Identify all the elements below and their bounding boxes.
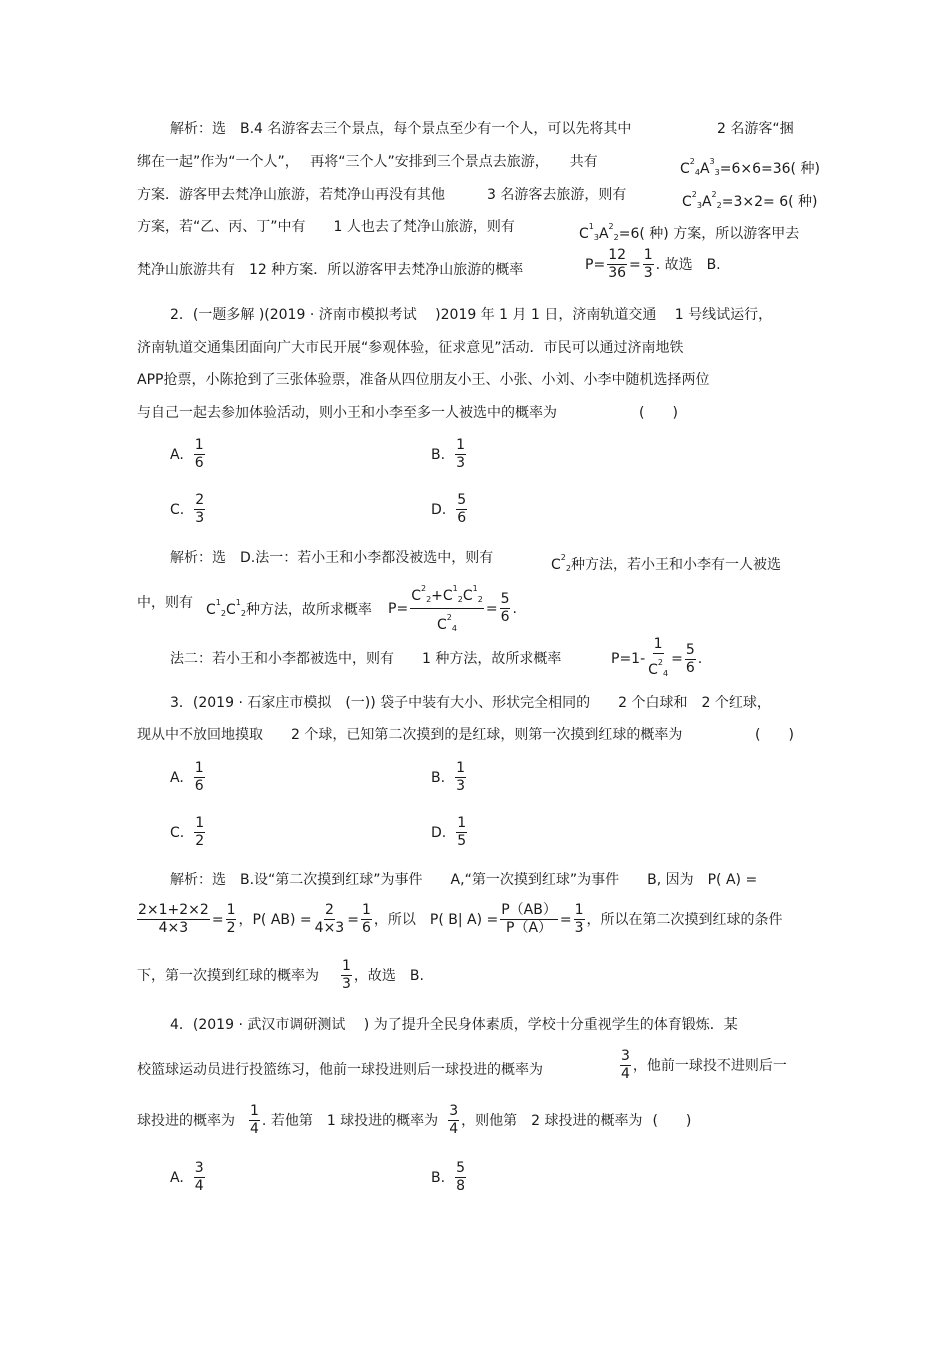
fraction (620, 1048, 631, 1083)
numerator: 5 (685, 641, 695, 658)
fraction (607, 247, 627, 282)
solution-2-line-3 (170, 649, 561, 669)
question-2-line-3 (137, 370, 709, 390)
question-4-line-2 (137, 1060, 543, 1080)
option-label: B. (431, 446, 446, 463)
answer-paren (639, 403, 678, 423)
denominator: P（A） (506, 920, 553, 936)
text: ，则他第 2 球投进的概率为 (461, 1112, 643, 1129)
text: 现从中不放回地摸取 2 个球，已知第二次摸到的是红球，则第一次摸到红球的概率为 (137, 727, 683, 743)
solution-1-line-5 (137, 260, 523, 280)
text: ，故选 B. (353, 967, 424, 984)
denominator: C (648, 662, 658, 678)
numerator: 1 (226, 902, 236, 918)
text: ，所以在第二次摸到红球的条件 (586, 911, 783, 928)
question-3-line-1 (170, 693, 771, 713)
solution-1-line-1 (170, 119, 631, 139)
option-b[interactable] (431, 437, 468, 472)
text: . 故选 B. (655, 256, 721, 273)
fraction (448, 1103, 459, 1138)
denominator: 3 (342, 976, 351, 992)
text: ，他前一球投不进则后一 (632, 1057, 787, 1074)
fraction (194, 437, 205, 472)
equals: = (485, 600, 498, 617)
text: 球投进的概率为 (137, 1112, 235, 1129)
solution-1-line-4-formula: $C^1_3A^2_2=6$( 种) 方案，所以游客甲去 (579, 222, 800, 242)
question-2-line-2 (137, 338, 684, 358)
numerator: 1 (194, 760, 204, 776)
option-d[interactable] (431, 815, 469, 850)
fraction (455, 437, 466, 472)
numerator: 1 (653, 636, 663, 652)
solution-1-line-3 (137, 185, 626, 205)
text: 解析：选 D.法一：若小王和小李都没被选中，则有 (170, 550, 494, 566)
numerator: 5 (457, 492, 467, 508)
fraction (643, 247, 654, 282)
denominator: 4 (449, 1121, 459, 1137)
question-4-line-1 (170, 1015, 738, 1035)
text: =6( 种) 方案，所以游客甲去 (618, 226, 800, 242)
fraction (500, 591, 511, 626)
denominator: 3 (456, 455, 465, 471)
text: ，P( AB) = (238, 911, 312, 928)
fraction (249, 1103, 260, 1138)
answer-paren (755, 725, 794, 745)
numerator: 1 (194, 437, 204, 453)
fraction (455, 1160, 466, 1195)
text: ，所以 P( B| A) = (373, 911, 499, 928)
solution-2-method-2-probability: P=1- $\frac{1}{C^2_4}$ = $\frac{5}{6}$ . (611, 636, 702, 682)
numerator: 1 (456, 760, 465, 776)
text: 中，则有 (137, 595, 193, 611)
answer-paren: ( ) (652, 1112, 692, 1129)
text: APP抢票，小陈抢到了三张体验票，准备从四位朋友小王、小张、小刘、小李中随机选择两位 (137, 372, 710, 388)
option-a[interactable] (170, 437, 207, 472)
text: 解析：选 B.设“第二次摸到红球”为事件 A,“第一次摸到红球”为事件 B, 因为 P( A) = (170, 872, 758, 888)
equals: = (671, 651, 683, 667)
fraction (361, 902, 372, 937)
text: 3．(2019 · 石家庄市模拟 (一)) 袋子中装有大小、形状完全相同的 2 个白球和 2 个红球， (170, 695, 771, 711)
text: 梵净山旅游共有 12 种方案．所以游客甲去梵净山旅游的概率 (137, 262, 524, 278)
text: . 若他第 1 球投进的概率为 (261, 1112, 439, 1129)
option-b[interactable] (431, 760, 468, 795)
text: 与自己一起去参加体验活动，则小王和小李至多一人被选中的概率为 (137, 405, 557, 421)
text: 法二：若小王和小李都被选中，则有 1 种方法，故所求概率 (170, 651, 562, 667)
numerator: 1 (195, 815, 205, 831)
fraction: $\frac{1}{C^2_4}$ (648, 636, 669, 678)
solution-2-line-2-formula: $C^1_2C^1_2$种方法，故所求概率 (206, 598, 372, 618)
text: 济南轨道交通集团面向广大市民开展“参观体验，征求意见”活动．市民可以通过济南地铁 (137, 340, 684, 356)
fraction (314, 902, 346, 937)
numerator: 1 (456, 437, 465, 453)
equals: = (347, 911, 359, 928)
numerator: 3 (449, 1103, 459, 1119)
fraction (341, 958, 352, 993)
combination-symbol: C (579, 226, 589, 242)
denominator: 36 (608, 265, 627, 281)
text: 2．(一题多解 )(2019 · 济南市模拟考试 )2019 年 1 月 1 日，济南轨道交通 1 号线试运行， (170, 307, 773, 323)
numerator: 1 (457, 815, 467, 831)
numerator: 3 (194, 1160, 204, 1176)
question-3-line-2 (137, 725, 682, 745)
numerator: 3 (621, 1048, 630, 1064)
solution-1-line-2 (137, 152, 598, 172)
solution-1-probability: P= $\frac{12}{36}$ = $\frac{1}{3}$ . 故选 B. (585, 247, 721, 281)
denominator: 8 (456, 1178, 465, 1194)
question-2-line-4 (137, 403, 557, 423)
denominator: 6 (194, 455, 204, 471)
numerator: 1 (342, 958, 351, 974)
denominator: 4 (194, 1178, 204, 1194)
option-label: C. (170, 824, 185, 841)
denominator: 3 (574, 920, 584, 936)
text: P=1- (611, 651, 646, 667)
text: 4．(2019 · 武汉市调研测试 ) 为了提升全民身体素质，学校十分重视学生的体育锻炼．某 (170, 1017, 738, 1033)
denominator: 2 (226, 920, 236, 936)
denominator: 2 (195, 833, 205, 849)
fraction (456, 815, 467, 850)
text: ( ) (755, 727, 794, 743)
option-c[interactable] (170, 815, 207, 850)
fraction (137, 902, 210, 937)
text: 种方法，故所求概率 (245, 602, 372, 618)
fraction (456, 492, 467, 527)
question-2-line-1 (170, 305, 772, 325)
fraction (194, 1160, 205, 1195)
fraction: $\frac{C^2_2+C^1_2C^1_2}{C^2_4}$ (410, 580, 484, 637)
option-label: D. (431, 501, 447, 518)
denominator: 6 (194, 778, 204, 794)
text: P= (388, 600, 409, 617)
text: =3×2= 6( 种) (721, 194, 818, 210)
text: ( ) (639, 405, 678, 421)
denominator: 4 (621, 1066, 630, 1082)
solution-3-line-2 (135, 902, 783, 937)
numerator: P（AB） (501, 902, 557, 918)
option-label: A. (170, 1169, 184, 1186)
numerator: 2×1+2×2 (138, 902, 209, 918)
equals: = (211, 911, 224, 928)
text: 方案．游客甲去梵净山旅游，若梵净山再没有其他 3 名游客去旅游，则有 (137, 187, 627, 203)
option-a[interactable] (170, 1160, 207, 1195)
fraction (194, 760, 205, 795)
denominator: 6 (361, 920, 371, 936)
fraction (574, 902, 585, 937)
option-label: A. (170, 446, 184, 463)
text: 绑在一起”作为“一个人”， 再将“三个人”安排到三个景点去旅游， 共有 (137, 154, 598, 170)
fraction (226, 902, 237, 937)
numerator: 2 (195, 492, 205, 508)
solution-2-probability: P= $\frac{C^2_2+C^1_2C^1_2}{C^2_4}$ = $\frac{5}{6}$ . (388, 580, 517, 637)
denominator: 6 (457, 510, 467, 526)
solution-3-line-3 (137, 958, 424, 993)
option-label: B. (431, 769, 446, 786)
option-b[interactable] (431, 1160, 468, 1195)
solution-1-line-3-formula: $C^2_3A^2_2=3\times 2= 6$( 种) (682, 190, 818, 210)
text: 解析：选 B.4 名游客去三个景点，每个景点至少有一个人，可以先将其中 (170, 121, 632, 137)
option-label: B. (431, 1169, 446, 1186)
solution-1-line-1-end (717, 119, 794, 139)
text: 方案，若“乙、丙、丁”中有 1 人也去了梵净山旅游，则有 (137, 219, 515, 235)
text: 种方法，若小王和小李有一人被选 (570, 557, 781, 573)
fraction (194, 492, 205, 527)
combination-symbol: C (206, 602, 216, 618)
option-d[interactable] (431, 492, 469, 527)
denominator: 3 (456, 778, 465, 794)
numerator: 5 (456, 1160, 465, 1176)
numerator: 5 (500, 591, 510, 607)
denominator: 6 (500, 609, 510, 625)
denominator: 3 (643, 265, 653, 281)
fraction (455, 760, 466, 795)
combination-symbol: C (680, 161, 690, 177)
text: P= (585, 256, 606, 273)
combination-symbol: C (551, 557, 561, 573)
denominator: 4×3 (158, 920, 189, 936)
text: =6×6=36( 种) (719, 161, 820, 177)
numerator: 1 (574, 902, 584, 918)
numerator: C (411, 588, 421, 604)
denominator: 4 (250, 1121, 259, 1137)
numerator: 1 (643, 247, 653, 263)
denominator: 5 (457, 833, 467, 849)
solution-2-line-1 (170, 548, 493, 568)
fraction (500, 902, 558, 937)
option-label: A. (170, 769, 184, 786)
denominator: C (437, 617, 447, 633)
equals: = (559, 911, 572, 928)
solution-1-line-4 (137, 217, 515, 237)
numerator: 1 (250, 1103, 259, 1119)
combination-symbol: C (682, 194, 692, 210)
numerator: 2 (324, 902, 334, 918)
text: 校篮球运动员进行投篮练习，他前一球投进则后一球投进的概率为 (137, 1062, 543, 1078)
text: 2 名游客“捆 (717, 121, 794, 137)
solution-1-line-2-formula: $C^2_4A^3_3=6\times 6=36$( 种) (680, 157, 820, 177)
fraction (685, 642, 696, 677)
solution-2-line-2 (137, 593, 193, 613)
denominator: 4×3 (314, 920, 345, 936)
question-4-line-3 (137, 1103, 691, 1138)
question-4-line-2-end (618, 1048, 787, 1083)
option-a[interactable] (170, 760, 207, 795)
option-c[interactable] (170, 492, 207, 527)
numerator: 12 (608, 247, 627, 263)
text: 下，第一次摸到红球的概率为 (137, 967, 319, 984)
solution-3-line-1 (170, 870, 757, 890)
numerator: 1 (361, 902, 371, 918)
option-label: D. (431, 824, 447, 841)
denominator: 3 (195, 510, 205, 526)
denominator: 6 (685, 659, 695, 676)
solution-2-line-1-formula: $C^2_2$种方法，若小王和小李有一人被选 (551, 553, 781, 573)
fraction (194, 815, 205, 850)
option-label: C. (170, 501, 185, 518)
